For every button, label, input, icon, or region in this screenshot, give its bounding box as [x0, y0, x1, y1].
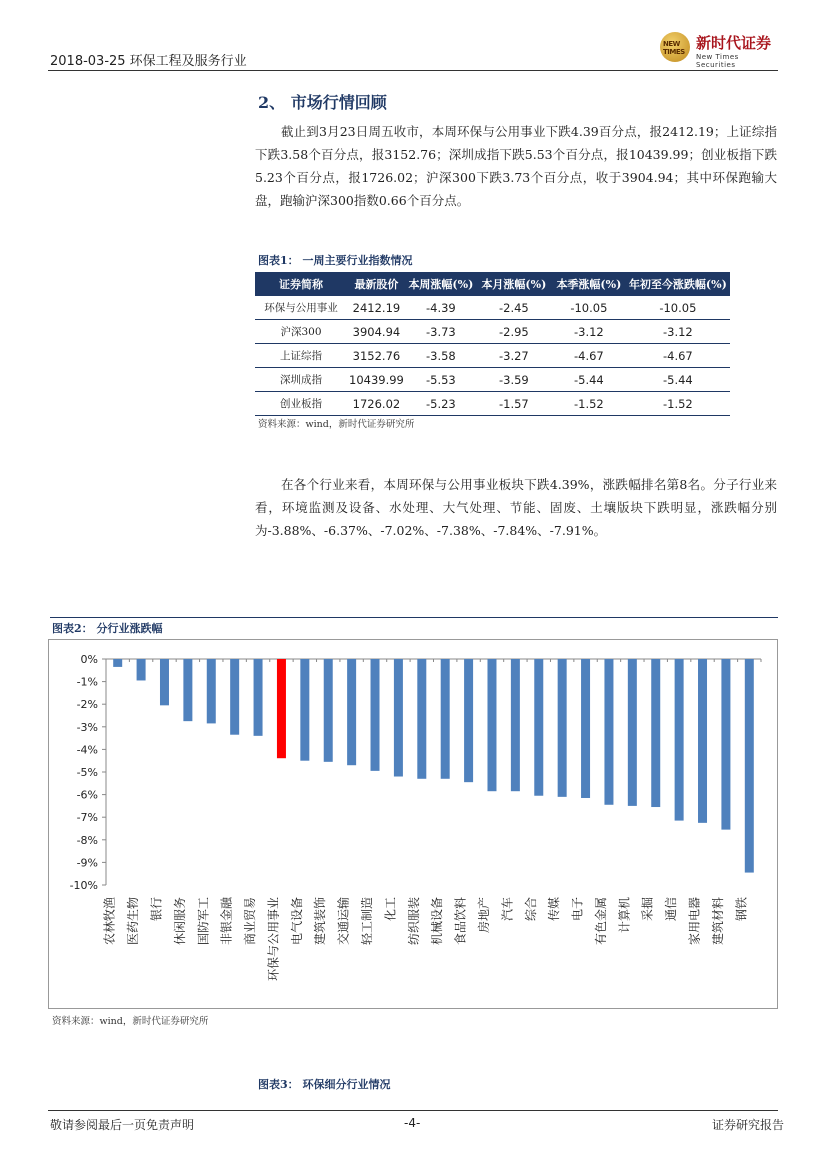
- y-tick-label: -1%: [76, 675, 98, 689]
- x-tick-label: 农林牧渔: [102, 897, 117, 946]
- col-header: 本周涨幅(%): [406, 272, 476, 296]
- y-tick-label: -5%: [76, 766, 98, 779]
- bar: [604, 659, 613, 805]
- bar: [511, 659, 520, 791]
- x-tick-label: 轻工制造: [360, 897, 375, 946]
- x-tick-label: 交通运输: [336, 897, 351, 946]
- header-title: 2018-03-25 环保工程及服务行业: [50, 54, 247, 69]
- table-cell: -4.39: [406, 296, 476, 320]
- bar: [300, 659, 309, 761]
- figure2-title: 图表2： 分行业涨跌幅: [52, 622, 163, 635]
- bar: [183, 659, 192, 721]
- industry-paragraph: 在各个行业来看，本周环保与公用事业板块下跌4.39%，涨跌幅排名第8名。分子行业来看，环境监测及设备、水处理、大气处理、节能、固废、土壤版块下跌明显，涨跌幅分别为-3.88%、-6.37%、-7.02%、-7.38%、-7.84%、-7.91%。: [255, 477, 777, 538]
- y-tick-label: 0%: [80, 653, 98, 666]
- bar: [487, 659, 496, 791]
- bar: [137, 659, 146, 680]
- x-tick-label: 建筑材料: [710, 897, 725, 946]
- x-tick-label: 有色金属: [593, 897, 608, 946]
- col-header: 最新股价: [347, 272, 406, 296]
- table-cell: -3.58: [406, 344, 476, 368]
- bar: [534, 659, 543, 796]
- table-header-row: [255, 272, 730, 296]
- bar: [230, 659, 239, 735]
- y-tick-label: -3%: [76, 720, 98, 734]
- figure2-rule: [50, 617, 778, 618]
- x-tick-label: 化工: [383, 897, 398, 922]
- table-cell: -5.23: [406, 392, 476, 416]
- col-header: 本季涨幅(%): [552, 272, 626, 296]
- table-cell-name: 深圳成指: [255, 368, 347, 392]
- footer-disclaimer: 敬请参阅最后一页免责声明: [50, 1118, 195, 1132]
- bar: [698, 659, 707, 823]
- x-tick-label: 环保与公用事业: [266, 897, 281, 982]
- x-tick-label: 电子: [570, 897, 585, 922]
- bar: [371, 659, 380, 771]
- header-divider: [48, 70, 778, 71]
- bar: [254, 659, 263, 736]
- y-tick-label: -10%: [69, 879, 98, 892]
- bar: [651, 659, 660, 807]
- table-cell: -2.95: [476, 320, 552, 344]
- bar: [160, 659, 169, 705]
- col-header: 证券简称: [255, 272, 347, 296]
- x-tick-label: 食品饮料: [453, 897, 468, 946]
- y-tick-label: -6%: [76, 788, 98, 802]
- table-cell: -5.44: [552, 368, 626, 392]
- x-tick-label: 机械设备: [430, 897, 445, 946]
- company-logo: [660, 32, 780, 69]
- table-cell: -4.67: [626, 344, 730, 368]
- table-cell: 10439.99: [347, 368, 406, 392]
- x-tick-label: 采掘: [640, 897, 655, 922]
- table-cell: 3904.94: [347, 320, 406, 344]
- x-tick-label: 银行: [149, 897, 164, 922]
- bar: [277, 659, 286, 758]
- table-cell: -3.27: [476, 344, 552, 368]
- bar: [417, 659, 426, 779]
- bar: [675, 659, 684, 821]
- x-tick-label: 国防军工: [196, 897, 211, 946]
- table-cell-name: 环保与公用事业: [255, 296, 347, 320]
- table-cell: 2412.19: [347, 296, 406, 320]
- x-tick-label: 综合: [523, 897, 538, 922]
- y-tick-label: -4%: [76, 743, 98, 757]
- x-tick-label: 传媒: [547, 897, 562, 922]
- table-row: [255, 296, 730, 320]
- figure2-frame: [48, 639, 778, 1009]
- bar: [464, 659, 473, 782]
- table-cell: -3.12: [626, 320, 730, 344]
- table-cell: 3152.76: [347, 344, 406, 368]
- logo-badge-icon: NEW TIMES: [660, 32, 690, 62]
- x-tick-label: 汽车: [500, 897, 515, 922]
- x-tick-label: 房地产: [476, 897, 491, 934]
- industry-bar-chart: [49, 640, 777, 1008]
- bar: [628, 659, 637, 806]
- footer-report-type: 证券研究报告: [712, 1118, 785, 1132]
- x-tick-label: 家用电器: [687, 897, 702, 946]
- bar: [207, 659, 216, 723]
- table-cell: -1.52: [552, 392, 626, 416]
- bar: [721, 659, 730, 830]
- table-cell: -1.57: [476, 392, 552, 416]
- table-cell: -4.67: [552, 344, 626, 368]
- bar: [745, 659, 754, 873]
- table-cell: -5.44: [626, 368, 730, 392]
- page-number: -4-: [404, 1116, 421, 1130]
- figure2-source: 资料来源：wind，新时代证券研究所: [52, 1016, 209, 1027]
- table-row: [255, 344, 730, 368]
- x-tick-label: 医药生物: [126, 897, 141, 946]
- bar: [581, 659, 590, 798]
- table1-title: 图表1： 一周主要行业指数情况: [258, 254, 413, 267]
- bar: [558, 659, 567, 797]
- x-tick-label: 纺织服装: [406, 897, 421, 946]
- table-cell: -1.52: [626, 392, 730, 416]
- bar: [394, 659, 403, 777]
- table-cell: -10.05: [552, 296, 626, 320]
- y-tick-label: -9%: [76, 856, 98, 870]
- y-tick-label: -7%: [76, 811, 98, 825]
- table-row: [255, 320, 730, 344]
- table-cell: -3.59: [476, 368, 552, 392]
- x-tick-label: 休闲服务: [172, 897, 187, 946]
- x-tick-label: 建筑装饰: [313, 897, 328, 946]
- table-cell: -3.73: [406, 320, 476, 344]
- section-title: 2、 市场行情回顾: [258, 93, 387, 112]
- table-cell: -10.05: [626, 296, 730, 320]
- x-tick-label: 钢铁: [734, 897, 749, 922]
- table-cell: 1726.02: [347, 392, 406, 416]
- footer-divider: [48, 1110, 778, 1111]
- x-tick-label: 通信: [664, 897, 679, 922]
- x-tick-label: 非银金融: [219, 897, 234, 946]
- bar: [347, 659, 356, 765]
- table1-source: 资料来源：wind，新时代证券研究所: [258, 419, 415, 430]
- x-tick-label: 商业贸易: [243, 897, 258, 946]
- bar: [324, 659, 333, 762]
- table-cell: -3.12: [552, 320, 626, 344]
- table-cell-name: 创业板指: [255, 392, 347, 416]
- table-cell-name: 上证综指: [255, 344, 347, 368]
- y-tick-label: -2%: [76, 698, 98, 712]
- bar: [113, 659, 122, 667]
- market-review-paragraph: 截止到3月23日周五收市，本周环保与公用事业下跌4.39百分点，报2412.19；上证综指下跌3.58个百分点，报3152.76；深圳成指下跌5.53个百分点，报10439.99；创业板指下跌5.23个百分点，报1726.02；沪深300下跌3.73个百分点，收于3904.94；其中环保跑输大盘，跑输沪深300指数0.66个百分点。: [255, 124, 777, 208]
- table-cell: -5.53: [406, 368, 476, 392]
- logo-english-name: New Times Securities: [696, 53, 739, 69]
- index-table: [255, 272, 730, 416]
- table-row: [255, 368, 730, 392]
- figure3-title: 图表3： 环保细分行业情况: [258, 1078, 391, 1091]
- col-header: 年初至今涨跌幅(%): [626, 272, 730, 296]
- table-row: [255, 392, 730, 416]
- col-header: 本月涨幅(%): [476, 272, 552, 296]
- logo-name: 新时代证券: [696, 34, 772, 52]
- table-cell-name: 沪深300: [255, 320, 347, 344]
- x-tick-label: 电气设备: [289, 897, 304, 946]
- y-tick-label: -8%: [76, 833, 98, 847]
- x-tick-label: 计算机: [617, 897, 632, 934]
- table-cell: -2.45: [476, 296, 552, 320]
- bar: [441, 659, 450, 779]
